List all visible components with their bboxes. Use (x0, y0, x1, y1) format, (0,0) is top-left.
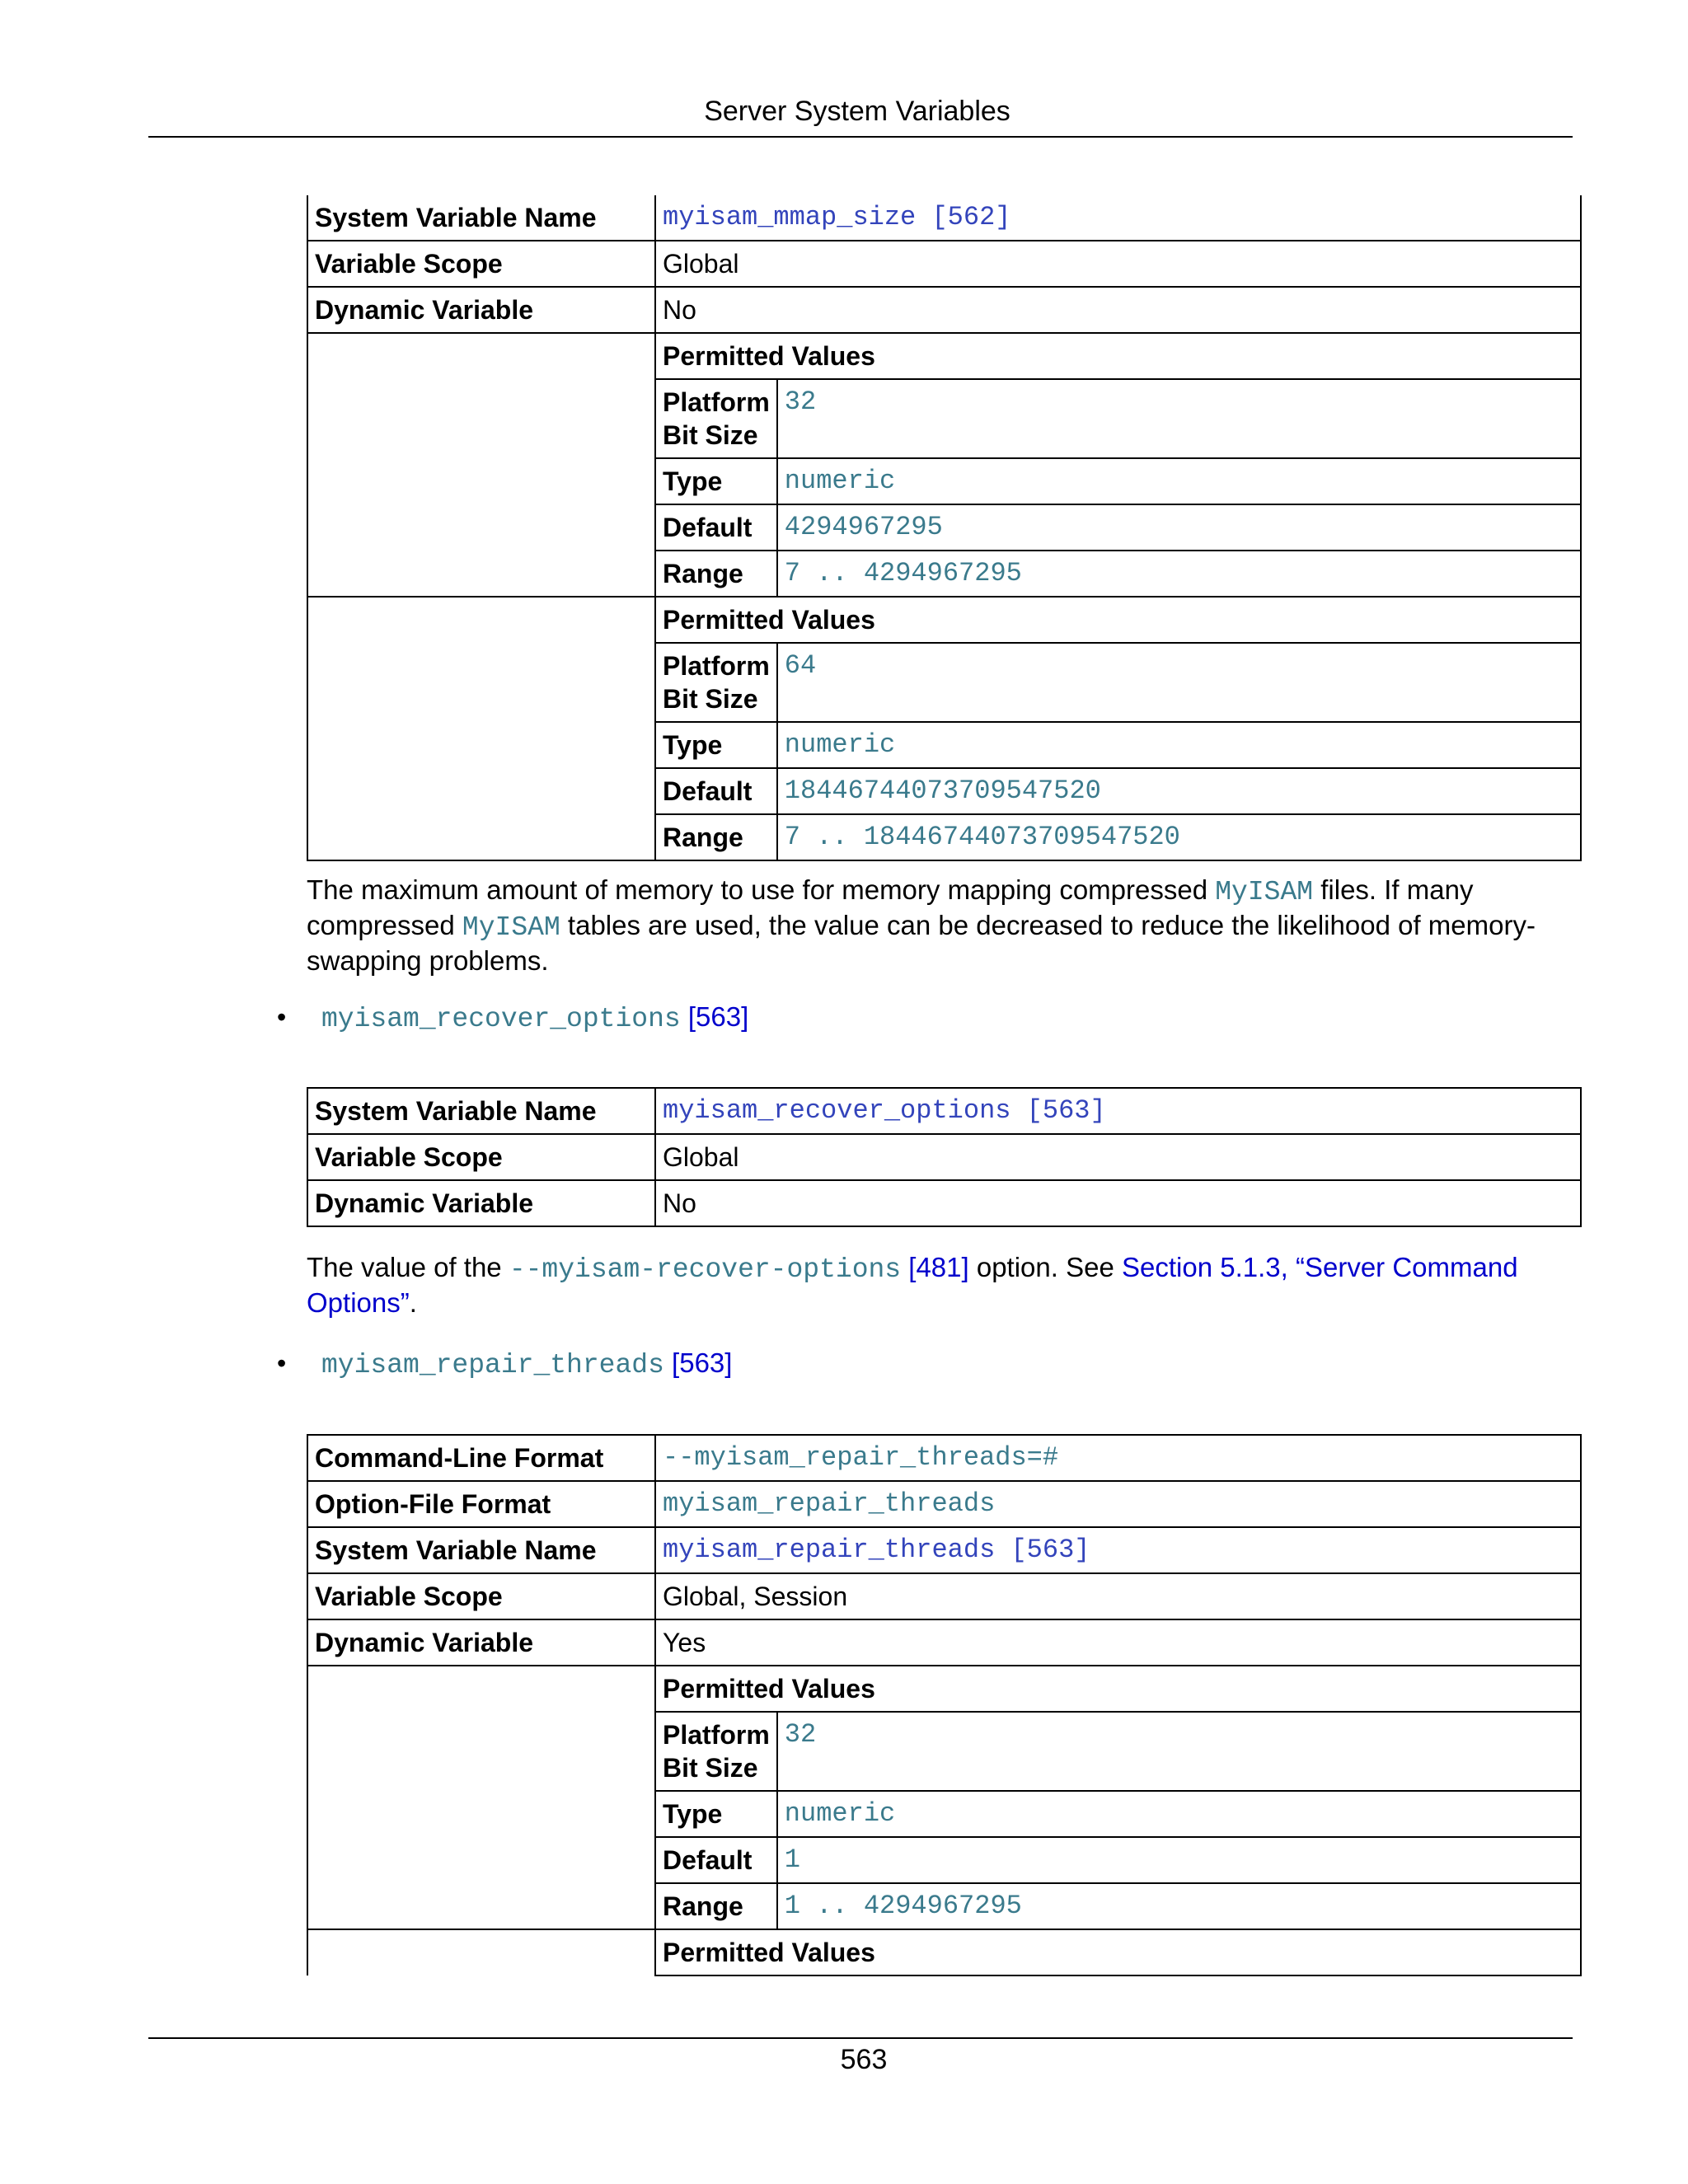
table-row (307, 1527, 1581, 1573)
type-value: numeric (777, 722, 1580, 768)
type-label: Type (656, 458, 777, 504)
empty-label-cell (307, 1929, 655, 1975)
row-label: Dynamic Variable (307, 1180, 655, 1226)
range-label: Range (656, 551, 777, 596)
table-row (307, 1435, 1581, 1481)
row-label: Dynamic Variable (307, 287, 655, 333)
row-label: Variable Scope (307, 241, 655, 287)
range-value: 7 .. 18446744073709547520 (777, 814, 1580, 860)
table-row (307, 287, 1581, 333)
platform-bit-size-label: Platform Bit Size (656, 1712, 777, 1791)
recover-options-heading (321, 1001, 748, 1036)
permitted-values-table (656, 1666, 1580, 1929)
table-row (307, 1573, 1581, 1619)
range-value: 1 .. 4294967295 (777, 1883, 1580, 1929)
row-label: Dynamic Variable (307, 1619, 655, 1666)
platform-bit-size-label: Platform Bit Size (656, 379, 777, 458)
permitted-values-table (656, 1930, 1580, 1975)
empty-label-cell (307, 597, 655, 860)
recover-options-description: The value of the --myisam-recover-options [481] option. See Section 5.1.3, “Server Command Options”. (307, 1252, 1518, 1318)
table-row (307, 1619, 1581, 1666)
type-value: numeric (777, 458, 1580, 504)
table-row (307, 1134, 1581, 1180)
recover-options-table (307, 1087, 1582, 1227)
table-row (307, 1481, 1581, 1527)
dynamic-variable-value: Yes (655, 1619, 1581, 1666)
option-file-format-value: myisam_repair_threads (655, 1481, 1581, 1527)
permitted-values-title: Permitted Values (663, 1938, 875, 1967)
default-value: 4294967295 (777, 504, 1580, 551)
row-label: System Variable Name (307, 195, 655, 241)
default-label: Default (656, 504, 777, 551)
repair-threads-ref-link[interactable]: [563] (672, 1347, 733, 1378)
permitted-values-title: Permitted Values (656, 1666, 1580, 1712)
range-value: 7 .. 4294967295 (777, 551, 1580, 596)
system-variable-name-value[interactable]: myisam_mmap_size [562] (655, 195, 1581, 241)
recover-options-name[interactable]: myisam_recover_options (321, 1004, 681, 1034)
header-rule (148, 136, 1573, 138)
bit-size-value: 32 (777, 379, 1580, 458)
default-value: 18446744073709547520 (777, 768, 1580, 814)
footer-rule (148, 2037, 1573, 2039)
recover-options-ref-link[interactable]: [563] (687, 1001, 749, 1032)
option-ref-link[interactable]: [481] (908, 1252, 969, 1282)
page-header: Server System Variables (704, 96, 1010, 127)
permitted-values-table (656, 334, 1580, 596)
range-label: Range (656, 814, 777, 860)
table-row (307, 1088, 1581, 1134)
mmap-size-description: The maximum amount of memory to use for memory mapping compressed MyISAM files. If many compressed MyISAM tables are used, the value can be decreased to reduce the likelihood of memory-swapping problems. (307, 874, 1536, 976)
permitted-values-row (307, 1929, 1581, 1975)
permitted-values-cell (655, 1666, 1581, 1929)
mmap-size-table (307, 195, 1582, 861)
option-link[interactable]: --myisam-recover-options (509, 1254, 902, 1285)
section-link[interactable]: Section 5.1.3, “Server Command Options” (307, 1252, 1518, 1318)
repair-threads-table (307, 1434, 1582, 1976)
permitted-values-row (307, 1666, 1581, 1929)
default-value: 1 (777, 1837, 1580, 1883)
command-line-format-value: --myisam_repair_threads=# (655, 1435, 1581, 1481)
row-label: Variable Scope (307, 1573, 655, 1619)
default-label: Default (656, 1837, 777, 1883)
empty-label-cell (307, 1666, 655, 1929)
variable-scope-value: Global (655, 241, 1581, 287)
permitted-values-cell (655, 333, 1581, 597)
type-label: Type (656, 722, 777, 768)
row-label: Variable Scope (307, 1134, 655, 1180)
permitted-values-cell (655, 597, 1581, 860)
bullet-marker: • (277, 1348, 287, 1378)
table-row (307, 195, 1581, 241)
variable-scope-value: Global (655, 1134, 1581, 1180)
dynamic-variable-value: No (655, 1180, 1581, 1226)
row-label: Option-File Format (307, 1481, 655, 1527)
permitted-values-title: Permitted Values (656, 334, 1580, 379)
row-label: Command-Line Format (307, 1435, 655, 1481)
range-label: Range (656, 1883, 777, 1929)
default-label: Default (656, 768, 777, 814)
type-value: numeric (777, 1791, 1580, 1837)
dynamic-variable-value: No (655, 287, 1581, 333)
code-myisam: MyISAM (1215, 877, 1314, 907)
empty-label-cell (307, 333, 655, 597)
repair-threads-name[interactable]: myisam_repair_threads (321, 1350, 664, 1380)
platform-bit-size-label: Platform Bit Size (656, 643, 777, 722)
row-label: System Variable Name (307, 1088, 655, 1134)
permitted-values-table (656, 598, 1580, 860)
bit-size-value: 64 (777, 643, 1580, 722)
system-variable-name-value[interactable]: myisam_recover_options [563] (655, 1088, 1581, 1134)
row-label: System Variable Name (307, 1527, 655, 1573)
page-number: 563 (840, 2044, 888, 2075)
code-myisam: MyISAM (462, 912, 560, 943)
bullet-marker: • (277, 1002, 287, 1032)
repair-threads-heading (321, 1347, 732, 1382)
permitted-values-cell (655, 1929, 1581, 1975)
type-label: Type (656, 1791, 777, 1837)
permitted-values-row (307, 333, 1581, 597)
variable-scope-value: Global, Session (655, 1573, 1581, 1619)
bit-size-value: 32 (777, 1712, 1580, 1791)
permitted-values-row (307, 597, 1581, 860)
table-row (307, 241, 1581, 287)
permitted-values-title: Permitted Values (656, 598, 1580, 643)
table-row (307, 1180, 1581, 1226)
system-variable-name-value[interactable]: myisam_repair_threads [563] (655, 1527, 1581, 1573)
